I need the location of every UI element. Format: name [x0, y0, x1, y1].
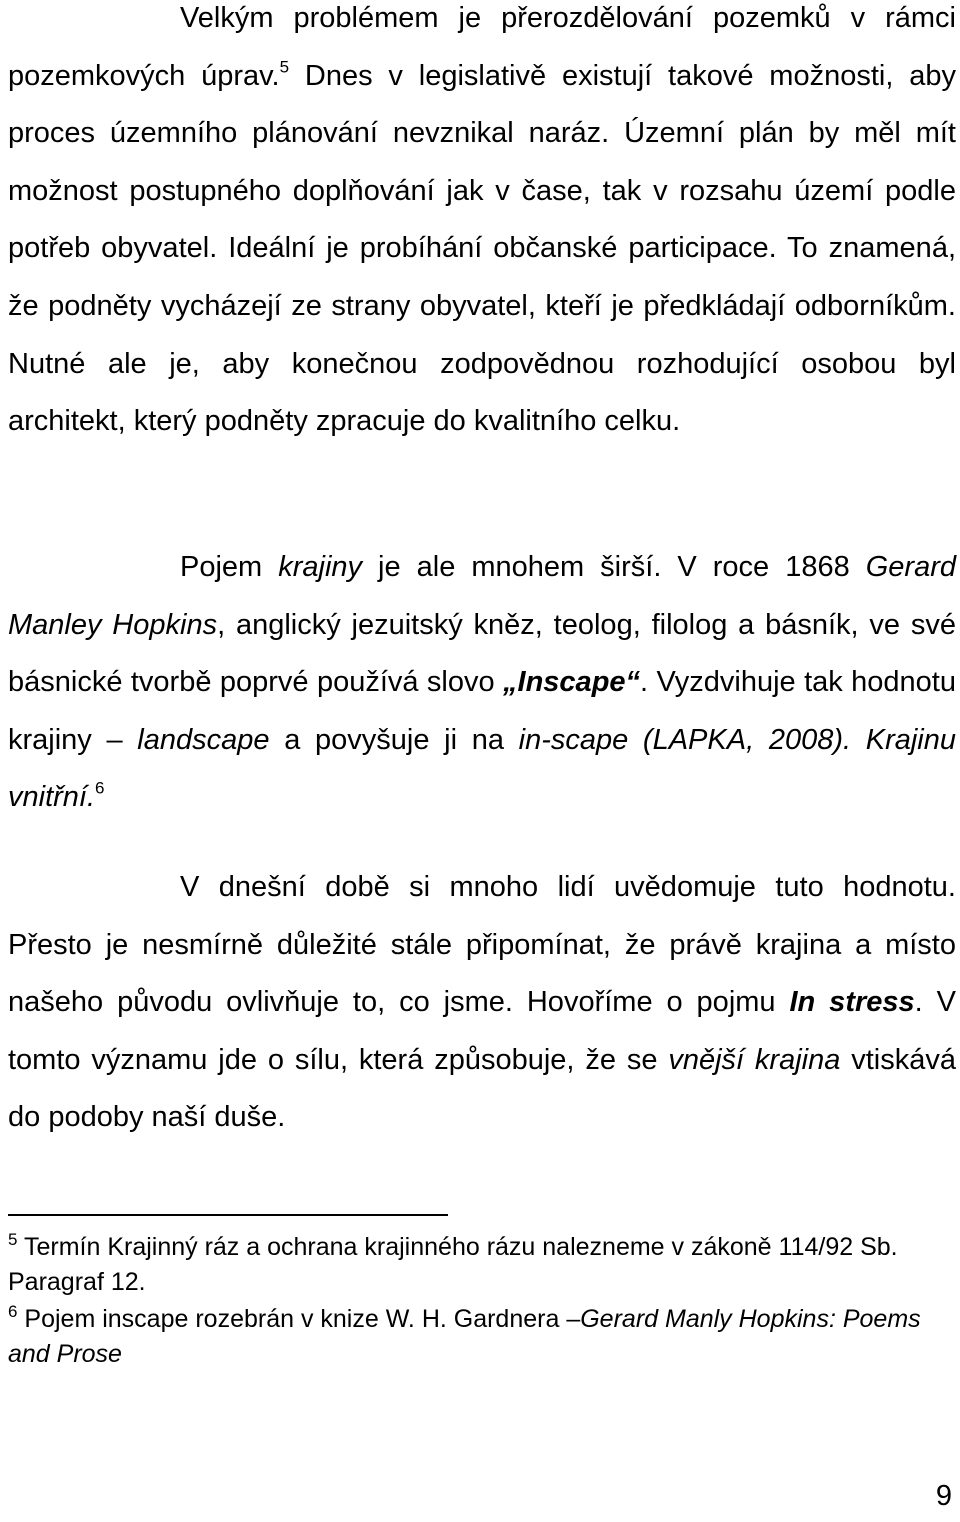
footnote-text: Termín Krajinný ráz a ochrana krajinného rázu nalezneme v zákoně 114/92 Sb. Paragraf 12. [8, 1233, 898, 1296]
italic-citation: in-scape (LAPKA, 2008). Krajinu vnitřní. [8, 723, 957, 814]
footnote-separator [8, 1214, 448, 1216]
paragraph-text: a povyšuje ji na [269, 723, 519, 756]
footnote-ref-6[interactable]: 6 [95, 778, 105, 798]
paragraph-text: Velkým problémem je přerozdělování pozemků v rámci pozemkových úprav. [8, 2, 956, 92]
paragraph-text: je ale mnohem širší. V roce 1868 [362, 551, 866, 583]
italic-name: Gerard Manley Hopkins [8, 551, 956, 641]
italic-term: landscape [137, 723, 270, 756]
footnote-text: Pojem inscape rozebrán v knize W. H. Gardnera – [17, 1305, 581, 1333]
italic-term: vnější krajina [668, 1043, 841, 1076]
page-number: 9 [935, 1480, 952, 1512]
paragraph-text: vtiskává do podoby naší duše. [8, 1043, 956, 1134]
footnote-5 [8, 1230, 956, 1300]
paragraph-text: , anglický jezuitský kněz, teolog, filolog a básník, ve své básnické tvorbě poprvé používá slovo [8, 608, 956, 699]
footnote-number: 5 [8, 1229, 18, 1249]
paragraph-text: . V tomto významu jde o sílu, která způsobuje, že se [8, 986, 956, 1076]
paragraph-in-stress [8, 859, 956, 1147]
paragraph-text: Dnes v legislativě existují takové možnosti, aby proces územního plánování nevznikal naráz. Územní plán by měl mít možnost postupného doplňování jak v čase, tak v rozsahu území podle potřeb obyvatel. Ideální je probíhání občanské participace. To znamená, že podněty vycházejí ze strany obyvatel, kteří je předkládají odborníkům. Nutné ale je, aby konečnou zodpovědnou rozhodující osobou byl architekt, který podněty zpracuje do kvalitního celku. [8, 59, 957, 438]
bold-italic-term: „Inscape“ [503, 666, 641, 699]
footnote-italic: Gerard Manly Hopkins: Poems and Prose [8, 1305, 921, 1368]
paragraph-land-redistribution [8, 0, 956, 451]
italic-term: krajiny [278, 551, 363, 583]
bold-italic-term: In stress [789, 986, 915, 1019]
footnote-6 [8, 1302, 956, 1372]
footnote-ref-5[interactable]: 5 [279, 56, 290, 76]
paragraph-landscape-concept [8, 539, 956, 827]
footnote-number: 6 [8, 1301, 18, 1321]
paragraph-text: V dnešní době si mnoho lidí uvědomuje tuto hodnotu. Přesto je nesmírně důležité stále připomínat, že právě krajina a místo našeho původu ovlivňuje to, co jsme. Hovoříme o pojmu [8, 871, 956, 1019]
paragraph-text: Pojem [180, 551, 279, 583]
paragraph-text: . Vyzdvihuje tak hodnotu krajiny – [8, 666, 956, 756]
